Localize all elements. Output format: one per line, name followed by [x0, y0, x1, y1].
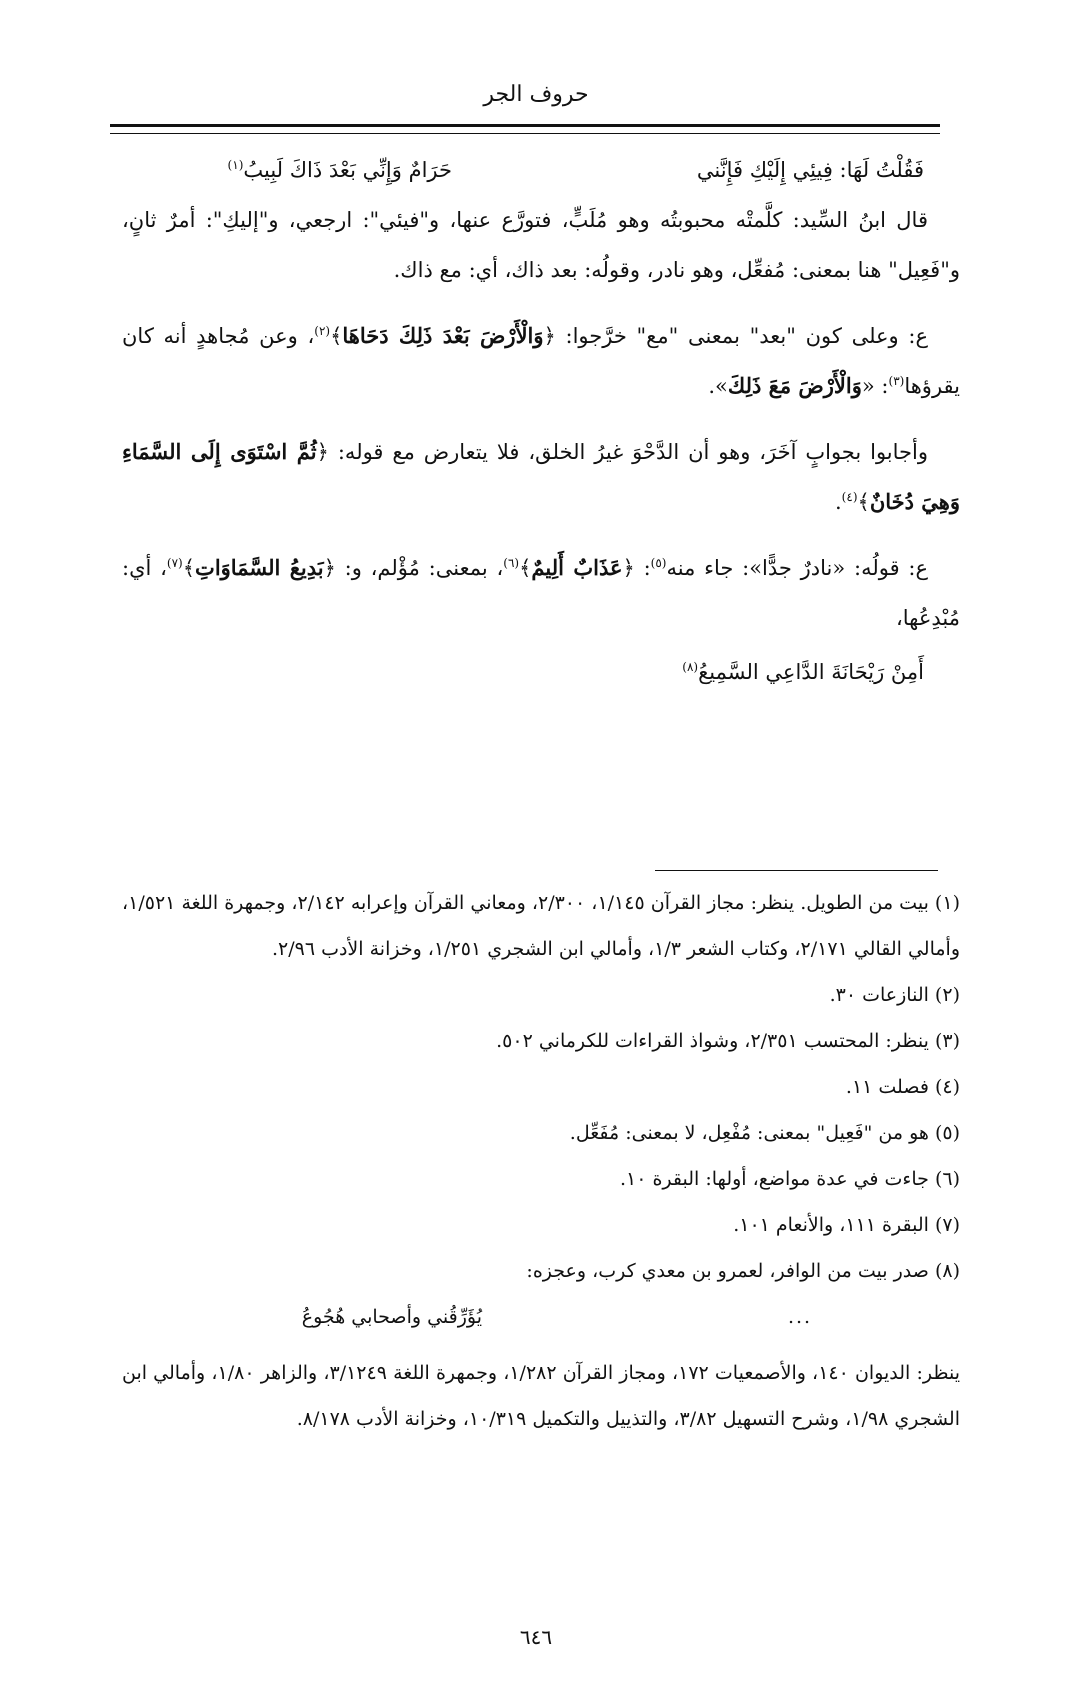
quran-quote: وَالْأَرْضَ بَعْدَ ذَلِكَ دَحَاهَا [342, 323, 544, 348]
footnote-ref: (٥) [650, 556, 667, 570]
footnote-8: (٨) صدر بيت من الوافر، لعمرو بن معدي كرب، وعجزه: [526, 1260, 960, 1282]
footnote-3: (٣) ينظر: المحتسب ٢/٣٥١، وشواذ القراءات للكرماني ٥٠٢. [496, 1030, 960, 1052]
footnote-2: (٢) النازعات ٣٠. [829, 984, 960, 1006]
quran-quote: عَذَابٌ أَلِيمٌ [531, 555, 623, 580]
footnote-ref: (٤) [841, 490, 858, 504]
footnote-8-verse [122, 1294, 960, 1340]
verse-second-hemistich: يُؤَرِّقُني وأصحابي هُجُوعُ [301, 1306, 482, 1328]
footnote-ref: (١) [227, 158, 244, 172]
paragraph-nadir: ع: قولُه: «نادرٌ جدًّا»: جاء منه$^{(٥)}$: ﴿عَذَابٌ أَلِيمٌ﴾$^{(٦)}$، بمعنى: مُؤْلم، و: ﴿بَدِيعُ السَّمَاوَاتِ﴾$^{(٧)}$، أي: مُبْدِعُها، [122, 555, 960, 630]
running-header: حروف الجر [483, 82, 589, 107]
verse-second-hemistich: حَرَامٌ وَإِنِّي بَعْدَ ذَاكَ لَبِيبُ$^{(١)}$ [227, 158, 452, 182]
footnote-7: (٧) البقرة ١١١، والأنعام ١٠١. [733, 1214, 960, 1236]
footnote-ref: (٧) [166, 556, 183, 570]
paragraph-ibn-sid: قال ابنُ السِّيد: كلَّمتْه محبوبتُه وهو مُلَبٍّ، فتورَّع عنها، و"فيئي": ارجعي، و"إليكِ": أمرٌ ثانٍ، و"فَعِيل" هنا بمعنى: مُفعِّل، وهو نادر، وقولُه: بعد ذاك، أي: مع ذاك. [122, 208, 960, 282]
paragraph-another-answer: وأجابوا بجوابٍ آخَرَ، وهو أن الدَّحْوَ غيرُ الخلق، فلا يتعارض مع قوله: ﴿ثُمَّ اسْتَوَى إِلَى السَّمَاءِ وَهِيَ دُخَانٌ﴾$^{(٤)}$. [122, 439, 960, 514]
footnote-8-references: ينظر: الديوان ١٤٠، والأصمعيات ١٧٢، ومجاز القرآن ١/٢٨٢، وجمهرة اللغة ٣/١٢٤٩، والزاهر ١/٨٠، وأمالي ابن الشجري ١/٩٨، وشرح التسهيل ٣/٨٢، والتذييل والتكميل ١٠/٣١٩، وخزانة الأدب ٨/١٧٨. [122, 1362, 960, 1430]
footnote-ref: (٣) [888, 374, 905, 388]
paragraph-baad-maa: ع: وعلى كون "بعد" بمعنى "مع" خرَّجوا: ﴿وَالْأَرْضَ بَعْدَ ذَلِكَ دَحَاهَا﴾$^{(٢)}$، وعن مُجاهدٍ أنه كان يقرؤها$^{(٣)}$: «وَالْأَرْضَ مَعَ ذَلِكَ». [122, 323, 960, 398]
footnote-ref: (٢) [314, 324, 331, 338]
footnote-6: (٦) جاءت في عدة مواضع، أولها: البقرة ١٠. [619, 1168, 960, 1190]
page-number: ٦٤٦ [519, 1625, 553, 1649]
quran-quote: وَالْأَرْضَ مَعَ ذَلِكَ [727, 373, 862, 398]
footnote-ref: (٦) [503, 556, 520, 570]
footnote-separator [655, 870, 938, 871]
footnote-4: (٤) فصلت ١١. [845, 1076, 960, 1098]
footnote-5: (٥) هو من "فَعِيل" بمعنى: مُفْعِل، لا بمعنى: مُفَعِّل. [569, 1122, 960, 1144]
footnote-1: (١) بيت من الطويل. ينظر: مجاز القرآن ١/١٤٥، ٢/٣٠٠، ومعاني القرآن وإعرابه ٢/١٤٢، وجمهرة اللغة ١/٥٢١، وأمالي القالي ٢/١٧١، وكتاب الشعر ١/٣، وأمالي ابن الشجري ١/٢٥١، وخزانة الأدب ٢/٩٦. [122, 892, 960, 960]
footnotes [122, 880, 960, 1442]
header-rule-thick [110, 124, 940, 127]
verse-line-1 [122, 145, 960, 195]
quran-quote: بَدِيعُ السَّمَاوَاتِ [195, 555, 324, 580]
header-rule-thin [110, 133, 940, 134]
footnote-ref: (٨) [682, 660, 699, 674]
verse-first-hemistich: فَقُلْتُ لَهَا: فِيئِي إِلَيْكِ فَإِنَّني [696, 158, 924, 182]
quran-quote: ثُمَّ اسْتَوَى إِلَى السَّمَاءِ وَهِيَ دُخَانٌ [122, 439, 960, 514]
verse-ellipsis: ... [787, 1306, 813, 1328]
main-text [122, 145, 960, 697]
verse-line-2: أَمِنْ رَيْحَانَةَ الدَّاعِي السَّمِيعُ$^{(٨)}$ [682, 660, 924, 684]
